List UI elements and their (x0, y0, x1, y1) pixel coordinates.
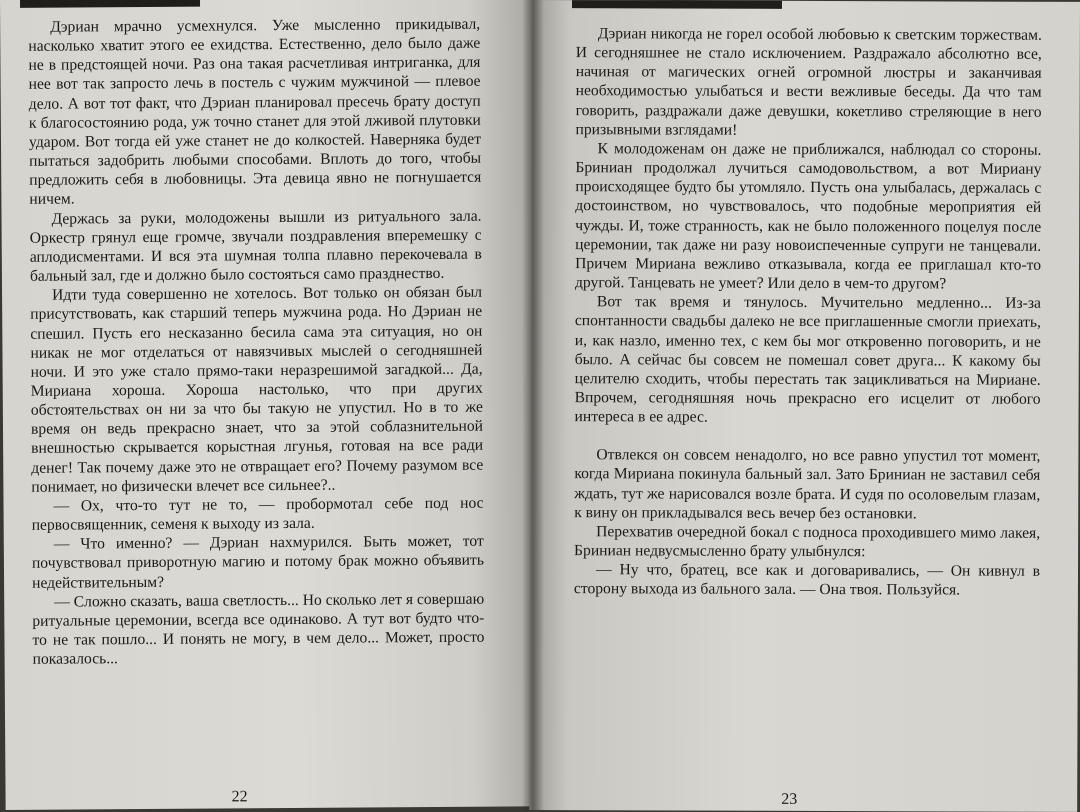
left-page (0, 0, 538, 810)
running-head-bar (20, 0, 200, 8)
paragraph: Дэриан никогда не горел особой любовью к светским торжествам. И сегодняшнее не стало исключением. Раздражало абсолютно все, начиная от магических огней огромной люстры и заканчивая необходимостью улыбаться и вести вежливые беседы. Да что там говорить, раздражали даже девушки, кокетливо стреляющие в него призывными взглядами! (575, 25, 1042, 139)
paragraph: Идти туда совершенно не хотелось. Вот только он обязан был присутствовать, как старший теперь мужчина рода. Но Дэриан не спешил. Пусть его несказанно бесила сама эта ситуация, но он никак не мог отделаться от навязчивых мыслей о сегодняшней ночи. И это уже стало прямо-таки неразрешимой загадкой... Да, Мириана хороша. Хороша настолько, что при других обстоятельствах он ни за что бы такую не упустил. Но в то же время он ведь прекрасно знает, что за этой соблазнительной внешностью скрывается корыстная лгунья, готовая на все ради денег! Так почему даже это не отвращает его? Почему разумом все понимает, но физически влечет все сильнее?.. (30, 283, 484, 496)
book-spine-shadow (522, 0, 544, 810)
right-page (529, 0, 1080, 812)
left-page-text (28, 15, 485, 669)
paragraph: Отвлекся он совсем ненадолго, но все равно упустил тот момент, когда Мириана покинула бальный зал. Зато Бриниан не заставил себя ждать, тут же нарисовался возле брата. И судя по осоловелым глазам, к вину он прикладывался весь вечер без остановки. (574, 446, 1041, 523)
paragraph: — Ну что, братец, все как и договаривались, — Он кивнул в сторону выхода из бального зала. — Она твоя. Пользуйся. (573, 561, 1041, 599)
page-number: 23 (781, 790, 798, 808)
page-number: 22 (231, 788, 248, 806)
paragraph: К молодоженам он даже не приближался, наблюдал со стороны. Бриниан продолжал лучиться самодовольством, а вот Мириану происходящее будто бы утомляло. Пусть она улыбалась, держалась с достоинством, но чувствовалось, что подобные мероприятия ей чужды. И, тоже странность, как не было положенного поцелуя после церемонии, так даже ни разу новоиспеченные супруги не танцевали. Причем Мириана вежливо отказывала, когда ее приглашал кто-то другой. Танцевать не умеет? Или дело в чем-то другом? (574, 140, 1042, 293)
running-head-bar (572, 0, 782, 9)
paragraph: Дэриан мрачно усмехнулся. Уже мысленно прикидывал, насколько хватит этого ее ехидства. Естественно, дело было даже не в предстоящей ночи. Раз она такая расчетливая интриганка, для нее вот так запросто лечь в постель с чужим мужчиной — плевое дело. А вот тот факт, что Дэриан планировал пресечь брату доступ к благосостоянию рода, уж точно станет для этой лживой плутовки ударом. Вот тогда ей уже станет не до колкостей. Наверняка будет пытаться задобрить любыми способами. Вплоть до того, чтобы предложить себя в любовницы. Эта девица явно не погнушается ничем. (28, 15, 482, 209)
paragraph: — Ох, что-то тут не то, — пробормотал себе под нос первосвященник, семеня к выходу из зала. (31, 494, 484, 534)
paragraph: Перехватив очередной бокал с подноса проходившего мимо лакея, Бриниан недвусмысленно брату улыбнулся: (574, 523, 1041, 561)
paragraph: — Сложно сказать, ваша светлость... Но сколько лет я совершаю ритуальные церемонии, всегда все одинаково. А тут вот будто что-то не так пошло... И понять не могу, в чем дело... Может, просто показалось... (32, 590, 485, 668)
paragraph: — Что именно? — Дэриан нахмурился. Быть может, тот почувствовал приворотную магию и потому брак можно объявить недействительным? (31, 532, 484, 592)
paragraph: Держась за руки, молодожены вышли из ритуального зала. Оркестр грянул еще громче, звучали поздравления вперемешку с аплодисментами. И вся эта шумная толпа плавно перекочевала в бальный зал, где и должно было состояться само празднество. (29, 207, 482, 285)
paragraph: Вот так время и тянулось. Мучительно медленно... Из-за спонтанности свадьбы далеко не все приглашенные смогли приехать, и, как назло, именно тех, с кем бы мог откровенно поговорить, и не было. А сейчас бы совсем не помешал совет друга... К какому бы целителю сходить, чтобы перестать так зацикливаться на Мириане. Впрочем, сегодняшняя ночь прекрасно его исцелит от любого интереса в ее адрес. (574, 293, 1041, 426)
right-page-text (574, 24, 1042, 600)
